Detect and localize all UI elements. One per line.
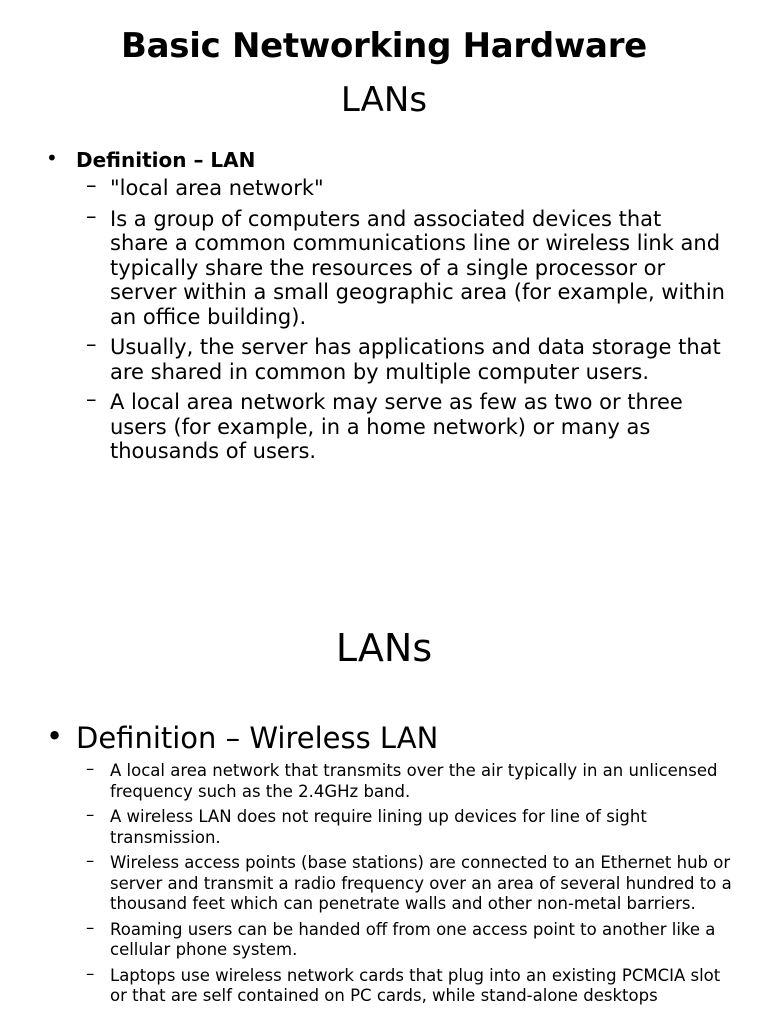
sub-list xyxy=(76,173,726,464)
slide-subtitle: LANs xyxy=(340,80,428,120)
sub-item-text: A wireless LAN does not require lining up devices for line of sight transmission. xyxy=(110,807,647,847)
sub-item-text: Is a group of computers and associated devices that share a common communications line or wireless link and typically share the resources of a single processor or server within a small geographic area (for example, within an office building). xyxy=(110,206,725,329)
dash-icon: – xyxy=(86,173,97,197)
sub-item-text: "local area network" xyxy=(110,176,324,200)
sub-list-item xyxy=(76,387,726,464)
definition-heading: Definition – Wireless LAN xyxy=(76,721,439,755)
list-item xyxy=(46,720,736,1007)
sub-list-item xyxy=(76,173,726,201)
sub-list-item xyxy=(76,332,726,384)
sub-item-text: A local area network may serve as few as two or three users (for example, in a home network) or many as thousands of users. xyxy=(110,390,683,463)
slide-title: LANs xyxy=(335,626,433,670)
bullet-icon: • xyxy=(46,719,64,753)
definition-heading: Definition – LAN xyxy=(76,148,256,172)
dash-icon: – xyxy=(86,759,95,778)
dash-icon: – xyxy=(86,851,95,870)
dash-icon: – xyxy=(86,805,95,824)
sub-list-item xyxy=(76,963,736,1007)
sub-list-item xyxy=(76,807,736,848)
dash-icon: – xyxy=(86,963,95,983)
sub-item-text: Laptops use wireless network cards that plug into an existing PCMCIA slot or that are self contained on PC cards, while stand-alone desktops xyxy=(110,965,721,1005)
bullet-list xyxy=(46,146,726,464)
dash-icon: – xyxy=(86,203,97,228)
sub-item-text: Usually, the server has applications and data storage that are shared in common by multiple computer users. xyxy=(110,335,721,384)
sub-item-text: Roaming users can be handed off from one access point to another like a cellular phone system. xyxy=(110,919,716,959)
sub-list-item xyxy=(76,761,736,802)
sub-list-item xyxy=(76,203,726,330)
sub-item-text: A local area network that transmits over the air typically in an unlicensed frequency such as the 2.4GHz band. xyxy=(110,761,718,801)
dash-icon: – xyxy=(86,387,97,411)
sub-list-item xyxy=(76,853,736,915)
slide-title: Basic Networking Hardware xyxy=(121,26,647,66)
sub-item-text: Wireless access points (base stations) are connected to an Ethernet hub or server and transmit a radio frequency over an area of several hundred to a thousand feet which can penetrate walls and other non-metal barriers. xyxy=(110,853,732,913)
dash-icon: – xyxy=(86,332,97,356)
dash-icon: – xyxy=(86,917,95,937)
bullet-list xyxy=(46,720,736,1007)
list-item xyxy=(46,146,726,464)
bullet-icon: • xyxy=(46,146,58,170)
sub-list-item xyxy=(76,917,736,961)
sub-list xyxy=(76,761,736,1007)
slide-wireless-lans xyxy=(0,600,768,1024)
